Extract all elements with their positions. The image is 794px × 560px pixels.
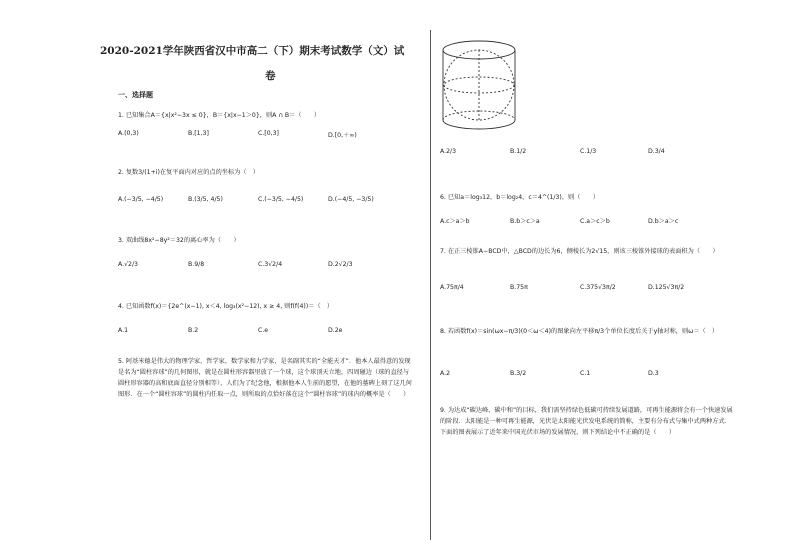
- question-6-option-b: B.b＞c＞a: [510, 218, 540, 225]
- question-1-option-b: B.[1,3]: [188, 130, 209, 137]
- section-heading: 一、选择题: [118, 91, 153, 99]
- question-2-option-b: B.(3/5, 4/5): [188, 196, 223, 203]
- question-2-option-c: C.(−3/5, −4/5): [258, 196, 304, 203]
- sphere-outline: [444, 50, 514, 120]
- question-1-option-a: A.(0,3): [118, 130, 139, 137]
- question-3-option-b: B.9/8: [188, 261, 205, 268]
- question-6-option-d: D.b＞a＞c: [648, 218, 679, 225]
- question-2-option-d: D.(−4/5, −3/5): [328, 196, 374, 203]
- column-divider: [430, 30, 431, 540]
- question-4-option-a: A.1: [118, 327, 129, 334]
- question-5-option-c: C.1/3: [580, 148, 597, 155]
- question-4-option-b: B.2: [188, 327, 199, 334]
- question-7-option-a: A.75π/4: [440, 284, 464, 291]
- document-title: 2020-2021学年陕西省汉中市高二（下）期末考试数学（文）试: [100, 45, 405, 57]
- question-5-option-a: A.2/3: [440, 148, 457, 155]
- question-3-option-d: D.2√2/3: [328, 261, 353, 268]
- question-7-stem: 7. 在正三棱锥A−BCD中，△BCD的边长为6，侧棱长为2√15，则该三棱锥外接球的表面积为（ ）: [440, 248, 719, 255]
- question-7-option-b: B.75π: [510, 284, 528, 291]
- question-8-option-d: D.3: [648, 370, 659, 377]
- question-8-option-a: A.2: [440, 370, 451, 377]
- question-9-stem: 9. 为达成“碳达峰、碳中和”的目标，我们需坚持绿色低碳可持续发展道路，可再生能源将会有一个快速发展的阶段．太阳能是一种可再生能源，光伏是太阳能光伏发电系统的简称，主要有分布式与集中式两种方式．下面的图表展示了近年来中国光伏市场的发展情况，则下列结论中不正确的是（ ）: [440, 407, 733, 436]
- cylinder-bottom-front: [443, 120, 515, 129]
- question-6-option-c: C.a＞c＞b: [580, 218, 610, 225]
- question-1-stem: 1. 已知集合A＝{x|x²−3x ≤ 0}，B＝{x|x−1＞0}，则A ∩ B＝（ ）: [118, 112, 321, 119]
- question-5-stem: 5. 阿基米德是伟大的物理学家，哲学家，数学家和力学家，是名副其实的“全能天才”．他本人最得意的发现是名为“圆柱容球”的几何图形，就是在圆柱形容器里放了一个球，这个球顶天立地，四周碰边（球的直径与圆柱形容器的高和底面直径分别相等），人们为了纪念他，根据他本人生前的愿望，在他的墓碑上刻了这几何图形．在一个“圆柱容球”的圆柱内任取一点，则所取的点恰好落在这个“圆柱容球”的球内的概率是（ ）: [118, 358, 412, 398]
- question-8-option-b: B.3/2: [510, 370, 527, 377]
- question-5-option-d: D.3/4: [648, 148, 665, 155]
- question-5-option-b: B.1/2: [510, 148, 527, 155]
- question-6-stem: 6. 已知a＝log₃12，b＝log₂4，c＝4^(1/3)，则（ ）: [440, 194, 599, 201]
- question-2-option-a: A.(−3/5, −4/5): [118, 196, 164, 203]
- question-4-stem: 4. 已知函数f(x)＝{2e^(x−1), x＜4, log₃(x²−12), x ≥ 4, 则f(f(4))＝（ ）: [118, 303, 334, 310]
- document-title-continued: 卷: [265, 70, 276, 82]
- question-8-stem: 8. 若函数f(x)＝sin(ωx−π/3)(0＜ω＜4)的图象向左平移π/3个单位长度后关于y轴对称，则ω＝（ ）: [440, 328, 719, 335]
- question-7-option-c: C.375√3π/2: [580, 284, 616, 291]
- question-3-stem: 3. 双曲线8x²−8y²＝32的离心率为（ ）: [118, 237, 240, 244]
- question-4-option-c: C.e: [258, 327, 269, 334]
- question-6-option-a: A.c＞a＞b: [440, 218, 470, 225]
- question-4-option-d: D.2e: [328, 327, 343, 334]
- cylinder-sphere-figure: [438, 36, 520, 136]
- question-1-option-c: C.[0,3]: [258, 130, 279, 137]
- question-3-option-c: C.3√2/4: [258, 261, 283, 268]
- question-3-option-a: A.√2/3: [118, 261, 138, 268]
- question-8-option-c: C.1: [580, 370, 591, 377]
- question-7-option-d: D.125√3π/2: [648, 284, 685, 291]
- question-1-option-d: D.[0,＋∞): [328, 132, 357, 139]
- question-2-stem: 2. 复数3/(1+i)在复平面内对应的点的坐标为（ ）: [118, 169, 259, 176]
